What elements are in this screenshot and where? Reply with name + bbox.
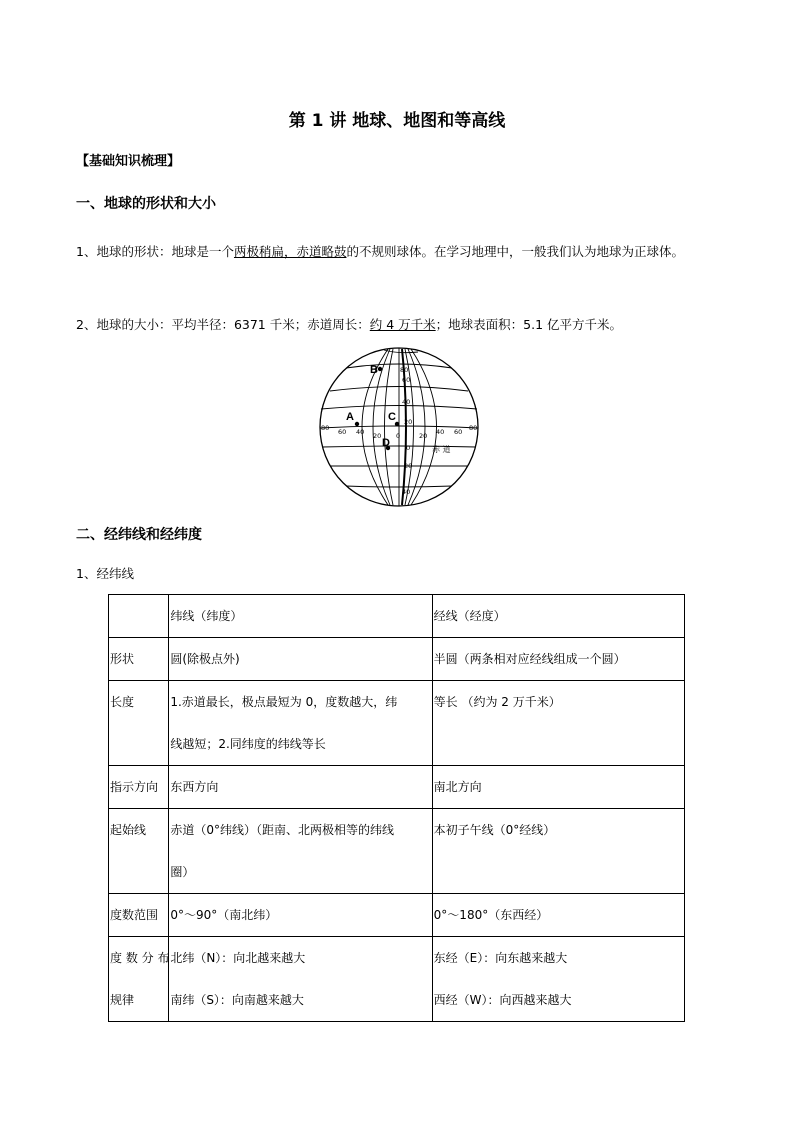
size-prefix: 2、地球的大小：平均半径：6371 千米；赤道周长：	[76, 317, 370, 332]
graticule-table	[108, 594, 685, 1022]
table-cell: 赤道（0°纬线）（距南、北两极相等的纬线 圈）	[169, 809, 432, 894]
table-cell: 0°～180°（东西经）	[432, 894, 684, 937]
table-cell: 东经（E）：向东越来越大 西经（W）：向西越来越大	[432, 937, 684, 1022]
shape-underlined: 两极稍扁，赤道略鼓	[233, 244, 347, 259]
sub-heading-graticule-lines: 1、经纬线	[76, 566, 134, 581]
table-cell: 等长 （约为 2 万千米）	[432, 681, 684, 766]
size-suffix: ；地球表面积：5.1 亿平方千米。	[435, 317, 623, 332]
table-row	[109, 937, 685, 1022]
page-title: 第 1 讲 地球、地图和等高线	[288, 111, 506, 131]
row-label: 起始线	[109, 809, 169, 894]
lat-label-s20: 20	[404, 462, 413, 470]
lat-label-s40: 40	[402, 488, 411, 496]
row-label: 度 数 分 布 规律	[109, 937, 169, 1022]
globe-diagram	[318, 346, 480, 508]
lat-label-20: 20	[404, 418, 413, 426]
table-row	[109, 766, 685, 809]
lon-label-e60: 60	[454, 428, 463, 436]
table-row	[109, 681, 685, 766]
earth-size-paragraph	[76, 315, 716, 335]
shape-suffix: 的不规则球体。在学习地理中，一般我们认为地球为正球体。	[346, 244, 684, 259]
lat-label-0: 0	[406, 444, 411, 452]
point-label-c: C	[388, 411, 396, 423]
shape-prefix: 1、地球的形状：地球是一个	[76, 244, 234, 259]
earth-shape-paragraph	[76, 232, 716, 272]
table-cell: 半圆（两条相对应经线组成一个圆）	[432, 638, 684, 681]
table-row	[109, 638, 685, 681]
row-label: 指示方向	[109, 766, 169, 809]
table-cell: 北纬（N）：向北越来越大 南纬（S）：向南越来越大	[169, 937, 432, 1022]
lat-label-80: 80	[400, 366, 409, 374]
lat-label-60: 60	[402, 376, 411, 384]
lon-label-w40: 40	[356, 428, 365, 436]
table-cell: 南北方向	[432, 766, 684, 809]
table-cell: 1.赤道最长，极点最短为 0，度数越大，纬 线越短；2.同纬度的纬线等长	[169, 681, 432, 766]
lon-label-w60: 60	[338, 428, 347, 436]
section-label: 【基础知识梳理】	[76, 154, 181, 169]
table-row	[109, 809, 685, 894]
size-underlined: 约 4 万千米	[369, 317, 436, 332]
row-label: 形状	[109, 638, 169, 681]
table-header-cell	[109, 595, 169, 638]
table-cell: 0°～90°（南北纬）	[169, 894, 432, 937]
row-label: 度数范围	[109, 894, 169, 937]
point-label-b: B	[370, 364, 378, 376]
heading-graticule: 二、经纬线和经纬度	[76, 527, 202, 543]
lon-label-0: 0	[396, 432, 401, 440]
table-header-row	[109, 595, 685, 638]
table-header-cell: 经线（经度）	[432, 595, 684, 638]
lat-label-40: 40	[402, 398, 411, 406]
table-row	[109, 894, 685, 937]
table-cell: 圆(除极点外)	[169, 638, 432, 681]
lon-label-w80: 80	[321, 424, 330, 432]
point-label-d: D	[382, 437, 390, 449]
lon-label-e80: 80	[469, 424, 478, 432]
lon-label-w20: 20	[373, 432, 382, 440]
table-cell: 东西方向	[169, 766, 432, 809]
row-label: 长度	[109, 681, 169, 766]
heading-earth-shape-size: 一、地球的形状和大小	[76, 196, 216, 212]
lon-label-e40: 40	[436, 428, 445, 436]
table-header-cell: 纬线（纬度）	[169, 595, 432, 638]
point-label-a: A	[346, 411, 354, 423]
equator-label: 赤 道	[432, 445, 451, 454]
lon-label-e20: 20	[419, 432, 428, 440]
table-cell: 本初子午线（0°经线）	[432, 809, 684, 894]
